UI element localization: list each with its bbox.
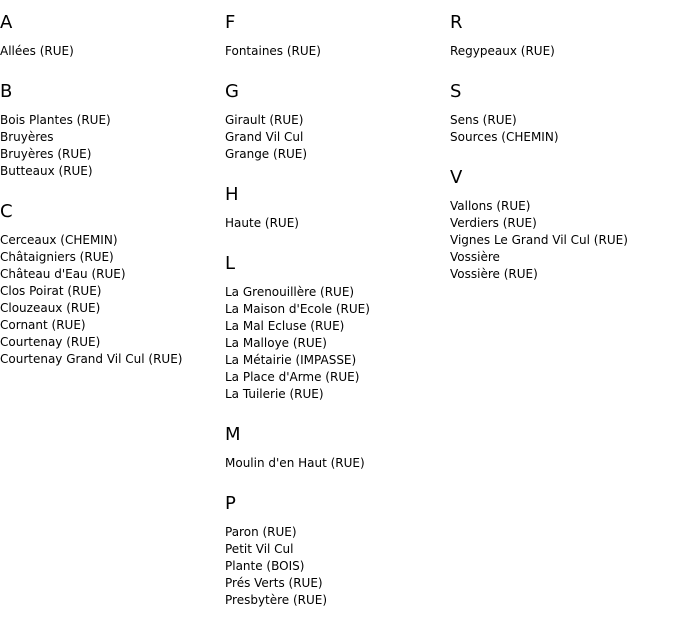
letter-group [450, 167, 675, 283]
letter-group [225, 12, 450, 60]
letter-heading: M [225, 424, 241, 445]
street-link[interactable]: Verdiers (RUE) [450, 216, 537, 230]
street-list [225, 215, 450, 232]
letter-heading: L [225, 253, 236, 274]
street-link[interactable]: La Place d'Arme (RUE) [225, 370, 360, 384]
street-link[interactable]: Grange (RUE) [225, 147, 308, 161]
street-link[interactable]: Girault (RUE) [225, 113, 304, 127]
street-link[interactable]: Château d'Eau (RUE) [0, 267, 126, 281]
letter-heading: A [0, 12, 13, 33]
street-link[interactable]: La Mal Ecluse (RUE) [225, 319, 345, 333]
index-column [0, 12, 225, 389]
letter-group [225, 424, 450, 472]
street-link[interactable]: Presbytère (RUE) [225, 593, 328, 607]
letter-heading: C [0, 201, 13, 222]
street-link[interactable]: Plante (BOIS) [225, 559, 305, 573]
street-link[interactable]: La Métairie (IMPASSE) [225, 353, 357, 367]
street-link[interactable]: Allées (RUE) [0, 44, 74, 58]
street-link[interactable]: Bois Plantes (RUE) [0, 113, 111, 127]
letter-group [225, 493, 450, 609]
letter-group [0, 12, 225, 60]
street-link[interactable]: La Malloye (RUE) [225, 336, 327, 350]
street-link[interactable]: Bruyères (RUE) [0, 147, 92, 161]
street-list [0, 112, 225, 180]
street-link[interactable]: Vallons (RUE) [450, 199, 531, 213]
street-list [225, 112, 450, 163]
index-column [450, 12, 675, 304]
street-link[interactable]: Fontaines (RUE) [225, 44, 321, 58]
street-list [0, 232, 225, 368]
street-list [0, 43, 225, 60]
letter-group [0, 81, 225, 180]
street-list [450, 112, 675, 146]
street-link[interactable]: Butteaux (RUE) [0, 164, 93, 178]
letter-group [225, 81, 450, 163]
index-column [225, 12, 450, 630]
street-link[interactable]: Regypeaux (RUE) [450, 44, 555, 58]
street-link[interactable]: Petit Vil Cul [225, 542, 294, 556]
street-link[interactable]: Sens (RUE) [450, 113, 517, 127]
street-link[interactable]: Vignes Le Grand Vil Cul (RUE) [450, 233, 628, 247]
street-list [450, 198, 675, 283]
street-link[interactable]: Clos Poirat (RUE) [0, 284, 102, 298]
letter-heading: G [225, 81, 239, 102]
letter-group [450, 12, 675, 60]
letter-group [225, 253, 450, 403]
street-link[interactable]: Bruyères [0, 130, 54, 144]
letter-group [450, 81, 675, 146]
street-list [225, 43, 450, 60]
letter-group [0, 201, 225, 368]
street-link[interactable]: Vossière [450, 250, 500, 264]
street-link[interactable]: Courtenay (RUE) [0, 335, 101, 349]
letter-heading: V [450, 167, 463, 188]
street-link[interactable]: Clouzeaux (RUE) [0, 301, 101, 315]
letter-heading: H [225, 184, 239, 205]
street-link[interactable]: Châtaigniers (RUE) [0, 250, 114, 264]
street-link[interactable]: Cerceaux (CHEMIN) [0, 233, 118, 247]
letter-heading: P [225, 493, 236, 514]
street-link[interactable]: Sources (CHEMIN) [450, 130, 559, 144]
street-link[interactable]: Courtenay Grand Vil Cul (RUE) [0, 352, 183, 366]
street-link[interactable]: La Tuilerie (RUE) [225, 387, 324, 401]
street-link[interactable]: La Maison d'Ecole (RUE) [225, 302, 370, 316]
letter-heading: F [225, 12, 236, 33]
street-link[interactable]: Vossière (RUE) [450, 267, 538, 281]
letter-group [225, 184, 450, 232]
street-link[interactable]: Prés Verts (RUE) [225, 576, 323, 590]
letter-heading: B [0, 81, 13, 102]
street-link[interactable]: La Grenouillère (RUE) [225, 285, 355, 299]
street-link[interactable]: Paron (RUE) [225, 525, 297, 539]
street-list [225, 524, 450, 609]
street-link[interactable]: Grand Vil Cul [225, 130, 304, 144]
letter-heading: R [450, 12, 463, 33]
street-link[interactable]: Haute (RUE) [225, 216, 299, 230]
street-link[interactable]: Cornant (RUE) [0, 318, 86, 332]
letter-heading: S [450, 81, 462, 102]
street-link[interactable]: Moulin d'en Haut (RUE) [225, 456, 365, 470]
street-list [225, 284, 450, 403]
street-list [450, 43, 675, 60]
street-list [225, 455, 450, 472]
